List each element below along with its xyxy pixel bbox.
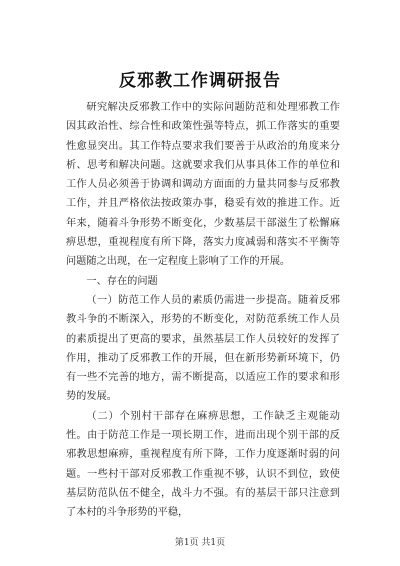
subsection-paragraph-2: （二）个别村干部存在麻痹思想，工作缺乏主观能动性。由于防范工作是一项长期工作，进而出现个别干部的反邪教思想麻痹，重视程度有所下降，工作力度逐渐时弱的问题。一些村干部对反邪教工作重视不够，认识不到位，致使基层防范队伍不健全，战斗力不强。有的基层干部只注意到了本村的斗争形势的平稳，	[66, 410, 340, 519]
page-footer: 第1页 共1页	[174, 538, 226, 548]
subsection-paragraph-1: （一）防范工作人员的素质仍需进一步提高。随着反邪教斗争的不断深入，形势的不断变化，对防范系统工作人员的素质提出了更高的要求，虽然基层工作人员较好的发挥了作用，推动了反邪教工作的开展，但在新形势新环境下，仍有一些不完善的地方，需不断提高，以适应工作的要求和形势的发展。	[66, 294, 340, 403]
document-body	[66, 98, 340, 523]
document-title: 反邪教工作调研报告	[119, 71, 281, 91]
intro-paragraph: 研究解决反邪教工作中的实际问题防范和处理邪教工作因其政治性、综合性和政策性强等特点，抓工作落实的重要性愈显突出。其工作特点要求我们要善于从政治的角度来分析、思考和解决问题。这就要求我们从事具体工作的单位和工作人员必须善于协调和调动方面面的力量共同参与反邪教工作，并且严格依法按政策办事，稳妥有效的推进工作。近年来，随着斗争形势不断变化，少数基层干部滋生了松懈麻痹思想，重视程度有所下降，落实力度减弱和落实不平衡等问题随之出现，在一定程度上影响了工作的开展。	[66, 102, 340, 268]
section-heading: 一、存在的问题	[86, 275, 158, 287]
